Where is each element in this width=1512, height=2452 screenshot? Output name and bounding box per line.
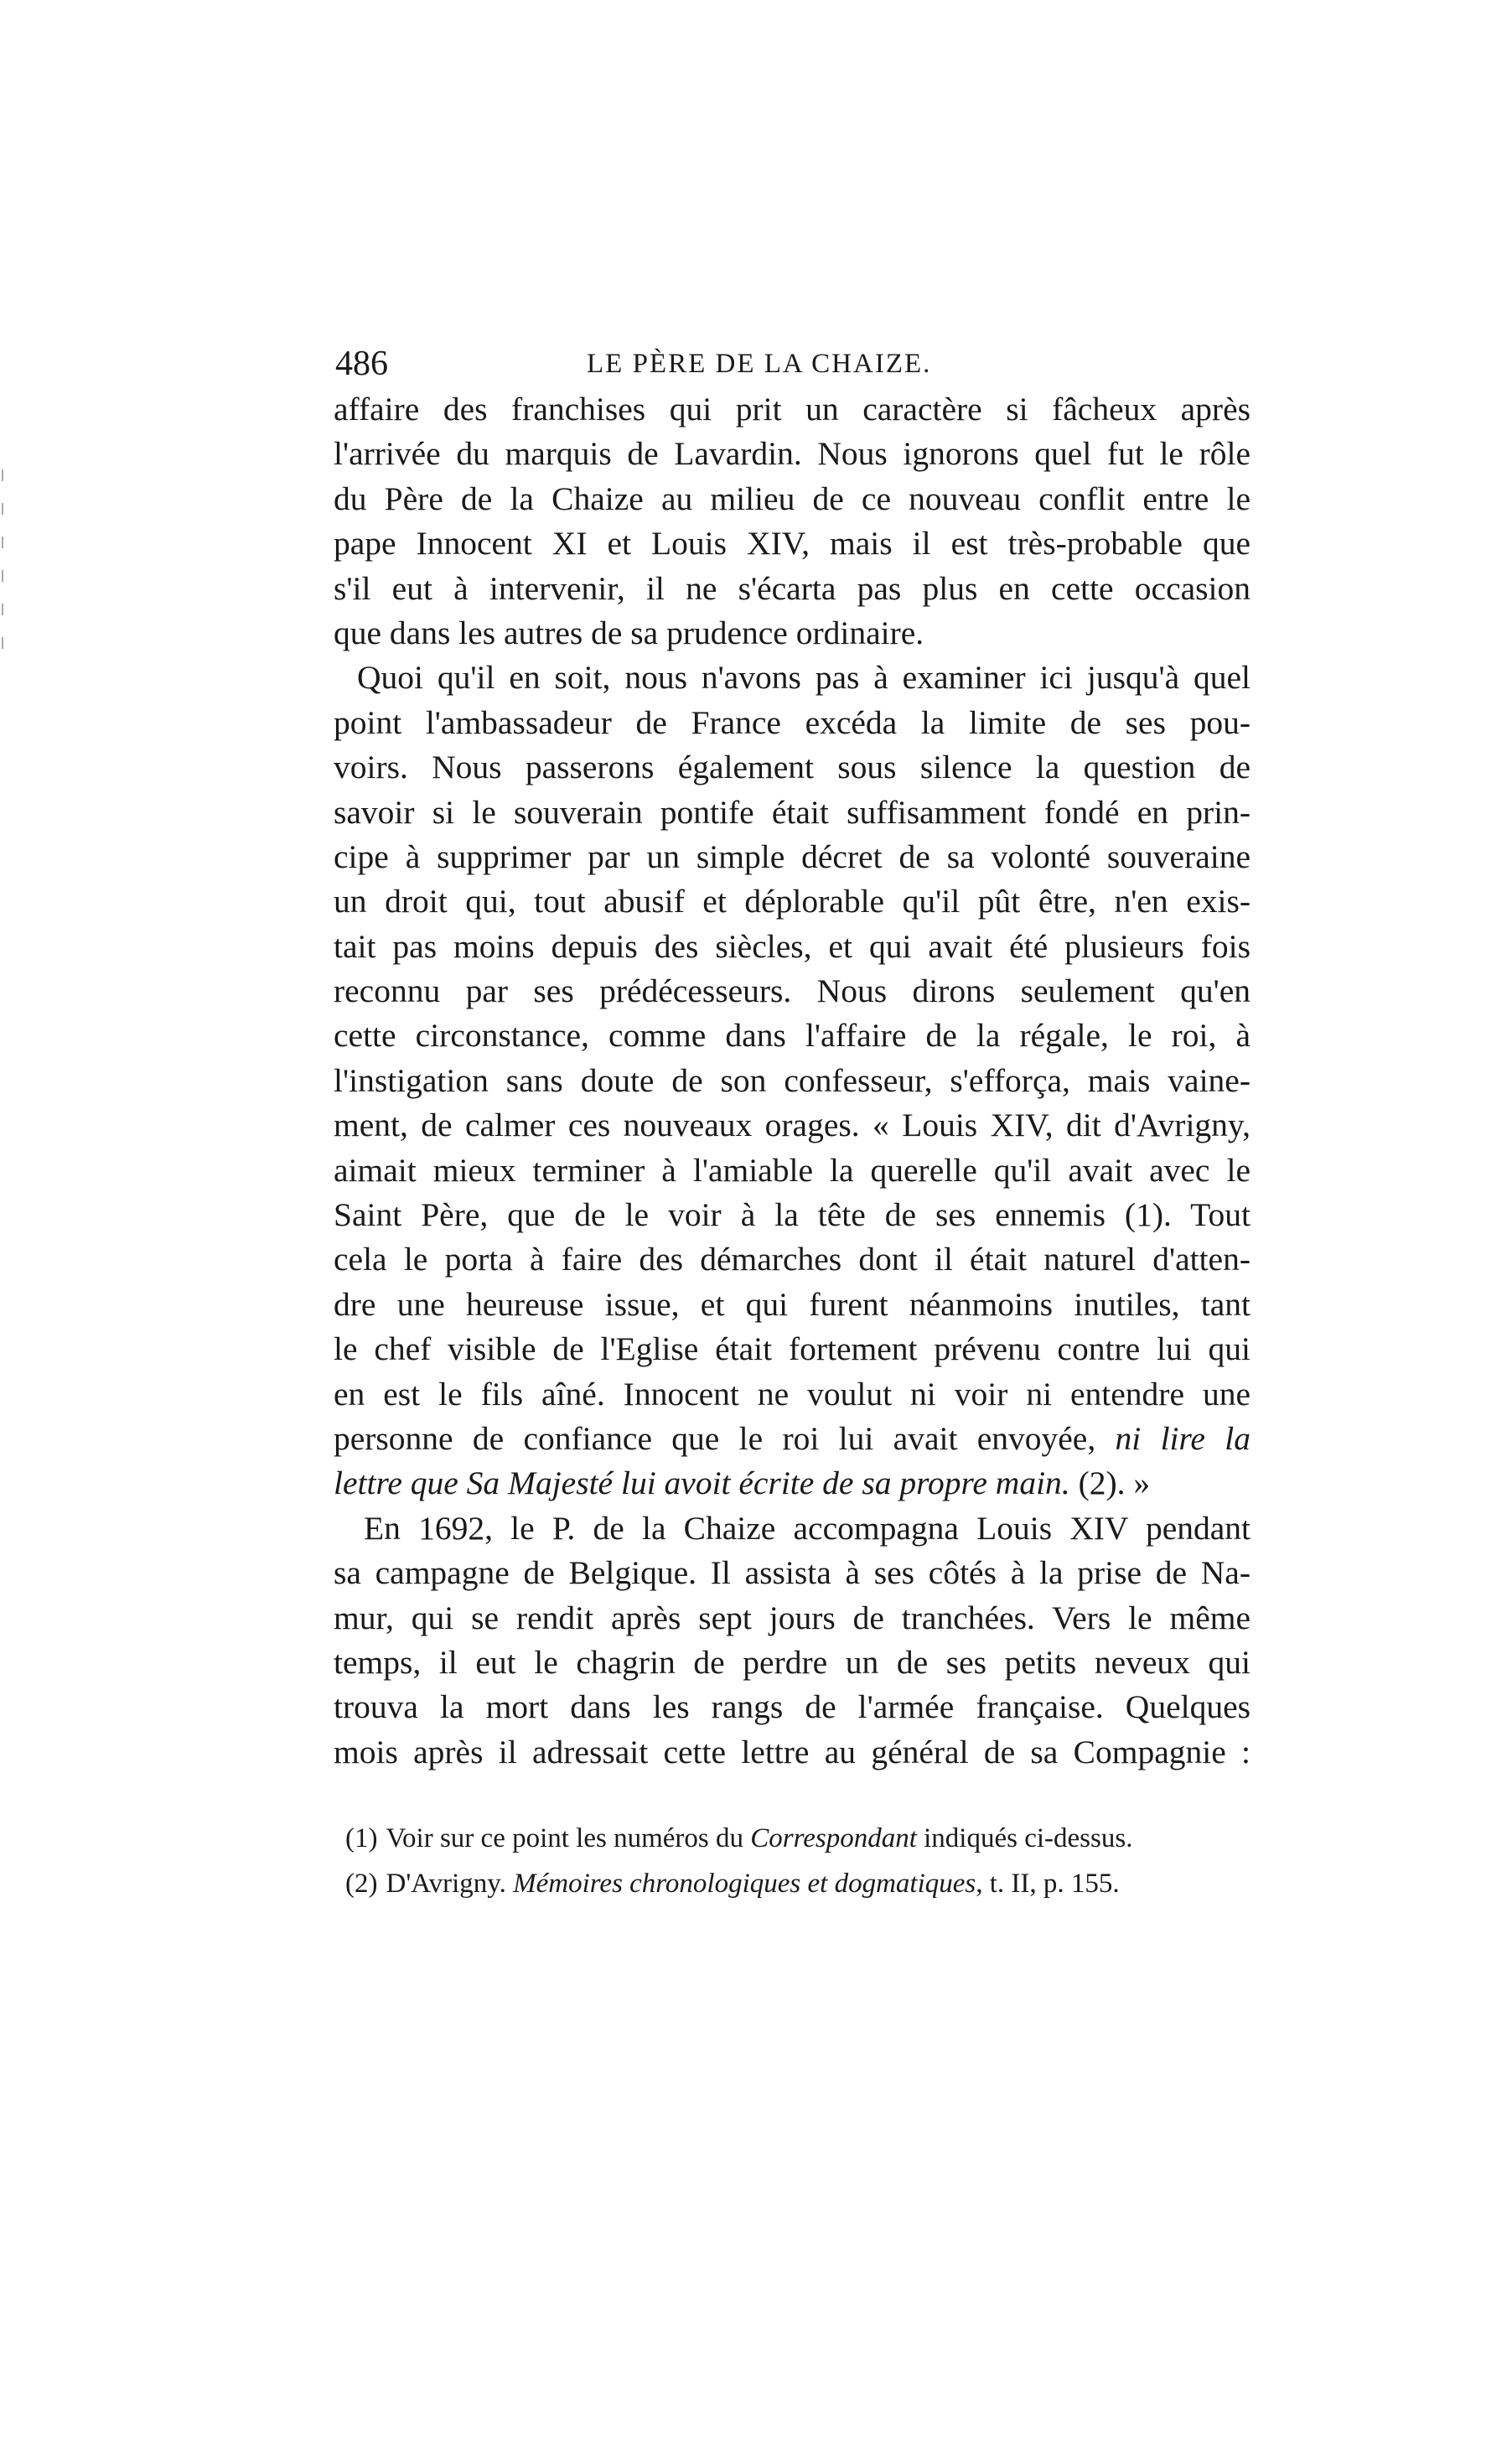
text-line: que dans les autres de sa prudence ordinaire. bbox=[334, 614, 924, 651]
text-line: temps, il eut le chagrin de perdre un de ses petits neveux qui bbox=[334, 1643, 1251, 1681]
text-line: du Père de la Chaize au milieu de ce nouveau conflit entre le bbox=[334, 480, 1251, 517]
page-header bbox=[335, 339, 1249, 389]
text-line: savoir si le souverain pontife était suffisamment fondé en prin- bbox=[334, 793, 1251, 831]
text-line: cela le porta à faire des démarches dont il était naturel d'atten- bbox=[334, 1241, 1251, 1278]
running-title: LE PÈRE DE LA CHAIZE. bbox=[587, 349, 932, 379]
text-line: voirs. Nous passerons également sous silence la question de bbox=[334, 749, 1251, 786]
text-line: point l'ambassadeur de France excéda la limite de ses pou- bbox=[334, 703, 1251, 741]
text-line: trouva la mort dans les rangs de l'armée française. Quelques bbox=[334, 1688, 1251, 1726]
footnote-2 bbox=[345, 1861, 1251, 1906]
page-number: 486 bbox=[335, 345, 388, 383]
text-line: mois après il adressait cette lettre au général de sa Compagnie : bbox=[334, 1733, 1251, 1770]
text-line: un droit qui, tout abusif et déplorable qu'il pût être, n'en exis- bbox=[334, 883, 1251, 920]
footnote-italic: Mémoires chronologiques et dogmatiques bbox=[513, 1869, 976, 1899]
footnotes bbox=[345, 1816, 1251, 1906]
text-line: reconnu par ses prédécesseurs. Nous dirons seulement qu'en bbox=[334, 972, 1251, 1010]
text-run: (2). » bbox=[1069, 1464, 1151, 1502]
footnote-number: (2) bbox=[345, 1869, 378, 1899]
text-line: mur, qui se rendit après sept jours de tranchées. Vers le même bbox=[334, 1599, 1251, 1636]
text-line: affaire des franchises qui prit un caractère si fâcheux après bbox=[334, 391, 1251, 428]
margin-marks bbox=[0, 469, 7, 654]
text-line: dre une heureuse issue, et qui furent néanmoins inutiles, tant bbox=[334, 1285, 1251, 1323]
footnote-number: (1) bbox=[345, 1823, 378, 1853]
footnote-italic: Correspondant bbox=[750, 1823, 917, 1853]
body-text bbox=[334, 387, 1251, 1775]
text-line: aimait mieux terminer à l'amiable la querelle qu'il avait avec le bbox=[334, 1151, 1251, 1189]
text-line: pape Innocent XI et Louis XIV, mais il est très-probable que bbox=[334, 525, 1251, 562]
text-line: En 1692, le P. de la Chaize accompagna Louis XIV pendant bbox=[364, 1509, 1251, 1547]
footnote-text: Voir sur ce point les numéros du bbox=[386, 1823, 751, 1853]
text-line: tait pas moins depuis des siècles, et qui avait été plusieurs fois bbox=[334, 927, 1251, 965]
text-line: ment, de calmer ces nouveaux orages. « Louis XIV, dit d'Avrigny, bbox=[334, 1107, 1251, 1144]
text-line: cipe à supprimer par un simple décret de sa volonté souveraine bbox=[334, 837, 1251, 875]
text-line: l'arrivée du marquis de Lavardin. Nous ignorons quel fut le rôle bbox=[334, 435, 1251, 473]
text-line bbox=[334, 1461, 1251, 1506]
footnote-1 bbox=[345, 1816, 1251, 1861]
text-run: personne de confiance que le roi lui avait envoyée, bbox=[334, 1419, 1116, 1457]
footnote-text: D'Avrigny. bbox=[386, 1869, 514, 1899]
italic-run: ni lire la bbox=[1115, 1419, 1251, 1457]
text-line: s'il eut à intervenir, il ne s'écarta pas plus en cette occasion bbox=[334, 569, 1251, 607]
footnote-text: , t. II, p. 155. bbox=[976, 1869, 1120, 1899]
text-line: en est le fils aîné. Innocent ne voulut ni voir ni entendre une bbox=[334, 1375, 1251, 1413]
text-line: Quoi qu'il en soit, nous n'avons pas à examiner ici jusqu'à quel bbox=[357, 659, 1251, 697]
footnote-text: indiqués ci-dessus. bbox=[916, 1823, 1133, 1853]
italic-run: lettre que Sa Majesté lui avoit écrite de sa propre main. bbox=[334, 1464, 1070, 1502]
text-line: Saint Père, que de le voir à la tête de ses ennemis (1). Tout bbox=[334, 1196, 1251, 1234]
text-line bbox=[334, 1417, 1251, 1461]
text-line: le chef visible de l'Eglise était fortement prévenu contre lui qui bbox=[334, 1330, 1251, 1368]
text-line: cette circonstance, comme dans l'affaire de la régale, le roi, à bbox=[334, 1017, 1251, 1055]
text-line: sa campagne de Belgique. Il assista à ses côtés à la prise de Na- bbox=[334, 1554, 1251, 1592]
text-line: l'instigation sans doute de son confesseur, s'efforça, mais vaine- bbox=[334, 1061, 1251, 1099]
